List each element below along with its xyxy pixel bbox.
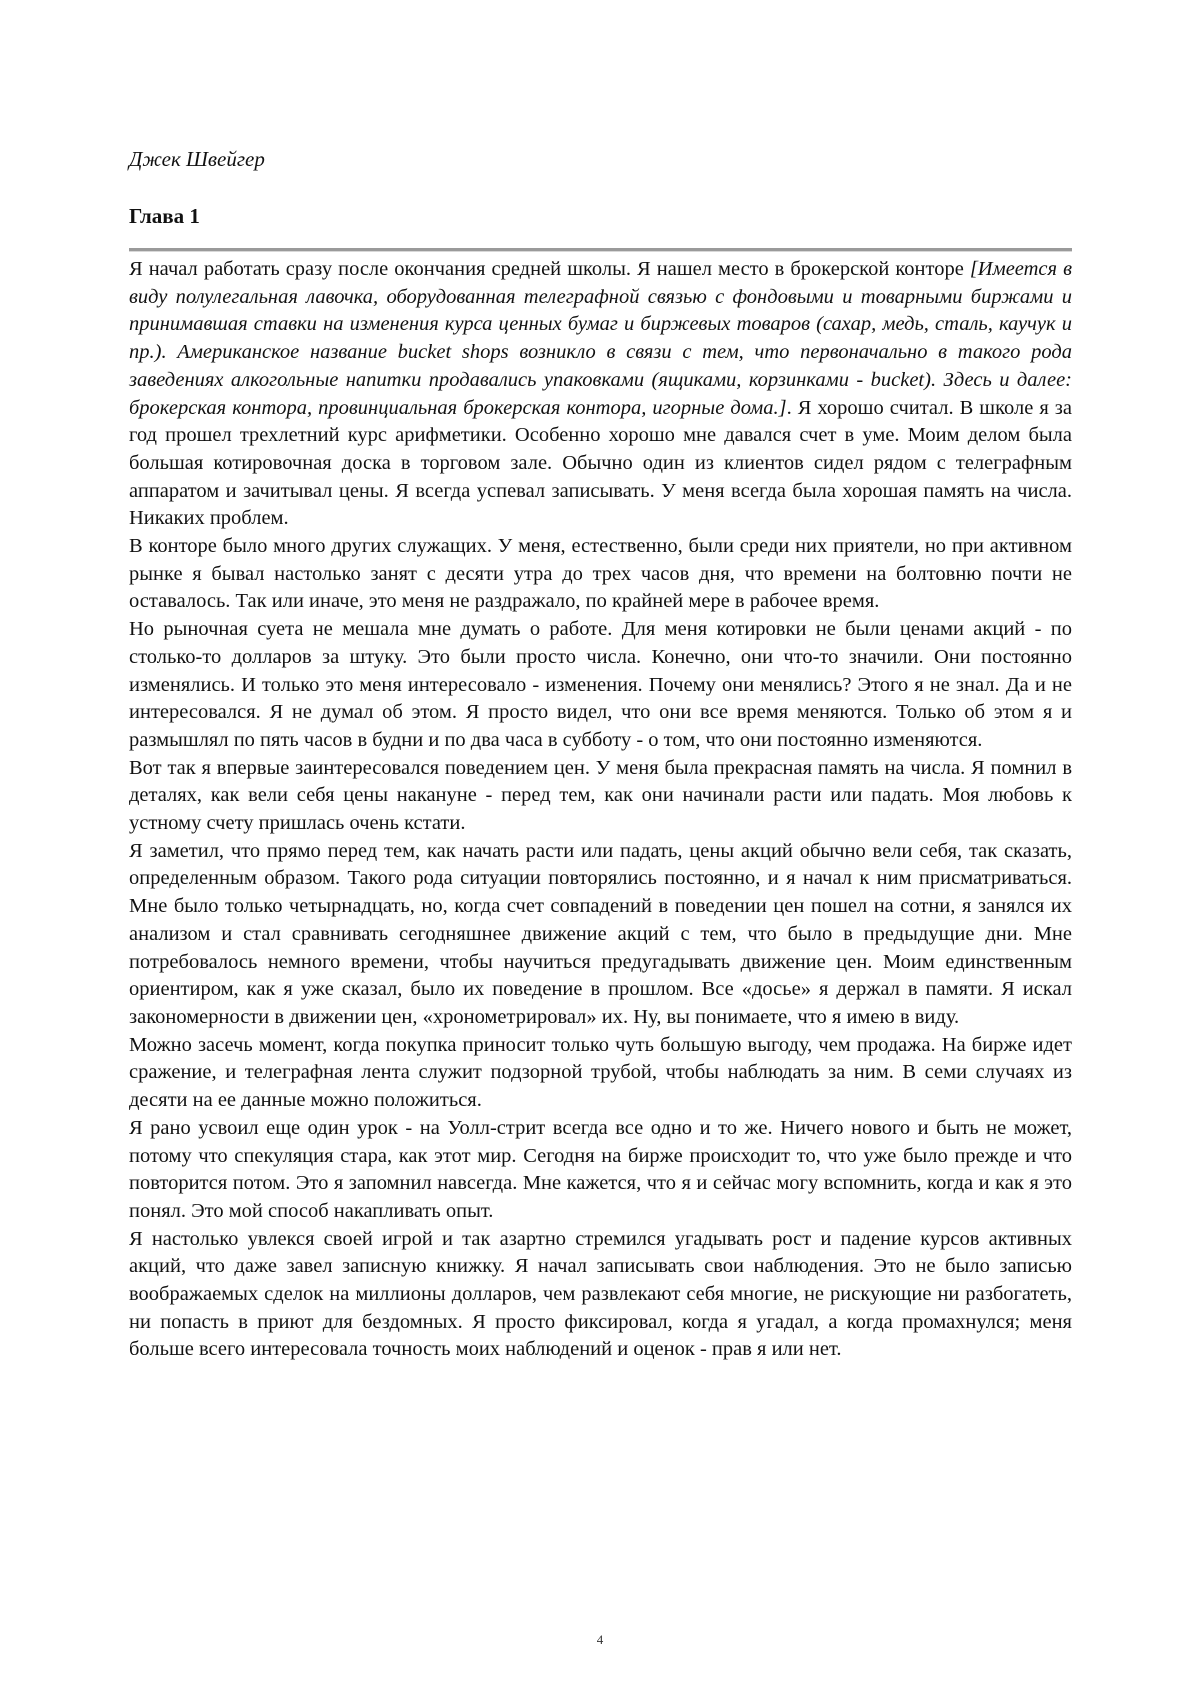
paragraph: Но рыночная суета не мешала мне думать о работе. Для меня котировки не были ценами акций - по столько-то долларов за штуку. Это были просто числа. Конечно, они что-то значили. Они постоянно изменялись. И только это меня интересовало - изменения. Почему они менялись? Этого я не знал. Да и не интересовался. Я не думал об этом. Я просто видел, что они все время меняются. Только об этом я и размышлял по пять часов в будни и по два часа в субботу - о том, что они постоянно изменяются.	[129, 618, 1072, 751]
paragraph: Я рано усвоил еще один урок - на Уолл-стрит всегда все одно и то же. Ничего нового и быть не может, потому что спекуляция стара, как этот мир. Сегодня на бирже происходит то, что уже было прежде и что повторится потом. Это я запомнил навсегда. Мне кажется, что я и сейчас могу вспомнить, когда и как я это понял. Это мой способ накапливать опыт.	[129, 1116, 1072, 1222]
body-text	[129, 256, 1072, 1364]
chapter-title: Глава 1	[129, 204, 200, 228]
paragraph-text: . Я хорошо считал. В школе я за год прошел трехлетний курс арифметики. Особенно хорошо мне давался счет в уме. Моим делом была большая котировочная доска в торговом зале. Обычно один из клиентов сидел рядом с телеграфным аппаратом и зачитывал цены. Я всегда успевал записывать. У меня всегда была хорошая память на числа. Никаких проблем.	[129, 396, 1072, 530]
author-name: Джек Швейгер	[129, 147, 265, 171]
paragraph: Вот так я впервые заинтересовался поведением цен. У меня была прекрасная память на числа. Я помнил в деталях, как вели себя цены накануне - перед тем, как они начинали расти или падать. Моя любовь к устному счету пришлась очень кстати.	[129, 756, 1072, 835]
page-number: 4	[596, 1632, 604, 1647]
paragraph: Я настолько увлекся своей игрой и так азартно стремился угадывать рост и падение курсов активных акций, что даже завел записную книжку. Я начал записывать свои наблюдения. Это не было записью воображаемых сделок на миллионы долларов, чем развлекают себя многие, не рискующие ни разбогатеть, ни попасть в приют для бездомных. Я просто фиксировал, когда я угадал, а когда промахнулся; меня больше всего интересовала точность моих наблюдений и оценок - прав я или нет.	[129, 1227, 1072, 1361]
paragraph: Я заметил, что прямо перед тем, как начать расти или падать, цены акций обычно вели себя, так сказать, определенным образом. Такого рода ситуации повторялись постоянно, и я начал к ним присматриваться. Мне было только четырнадцать, но, когда счет совпадений в поведении цен пошел на сотни, я занялся их анализом и стал сравнивать сегодняшнее движение акций с тем, что было в предыдущие дни. Мне потребовалось немного времени, чтобы научиться предугадывать движение цен. Моим единственным ориентиром, как я уже сказал, было их поведение в прошлом. Все «досье» я держал в памяти. Я искал закономерности в движении цен, «хронометрировал» их. Ну, вы понимаете, что я имею в виду.	[129, 839, 1072, 1028]
horizontal-rule	[129, 248, 1072, 252]
footnote-inline: [Имеется в виду полулегальная лавочка, оборудованная телеграфной связью с фондовыми и товарными биржами и принимавшая ставки на изменения курса ценных бумаг и биржевых товаров (сахар, медь, сталь, каучук и пр.). Американское название bucket shops возникло в связи с тем, что первоначально в такого рода заведениях алкогольные напитки продавались упаковками (ящиками, корзинками - bucket). Здесь и далее: брокерская контора, провинциальная брокерская контора, игорные дома.]	[129, 258, 1072, 419]
paragraph: В конторе было много других служащих. У меня, естественно, были среди них приятели, но при активном рынке я бывал настолько занят с десяти утра до трех часов дня, что времени на болтовню почти не оставалось. Так или иначе, это меня не раздражало, по крайней мере в рабочее время.	[129, 535, 1072, 613]
paragraph-text: Я начал работать сразу после окончания средней школы. Я нашел место в брокерской конторе	[129, 258, 970, 280]
paragraph	[129, 256, 1072, 533]
paragraph: Можно засечь момент, когда покупка приносит только чуть большую выгоду, чем продажа. На бирже идет сражение, и телеграфная лента служит подзорной трубой, чтобы наблюдать за ним. В семи случаях из десяти на ее данные можно положиться.	[129, 1033, 1072, 1112]
